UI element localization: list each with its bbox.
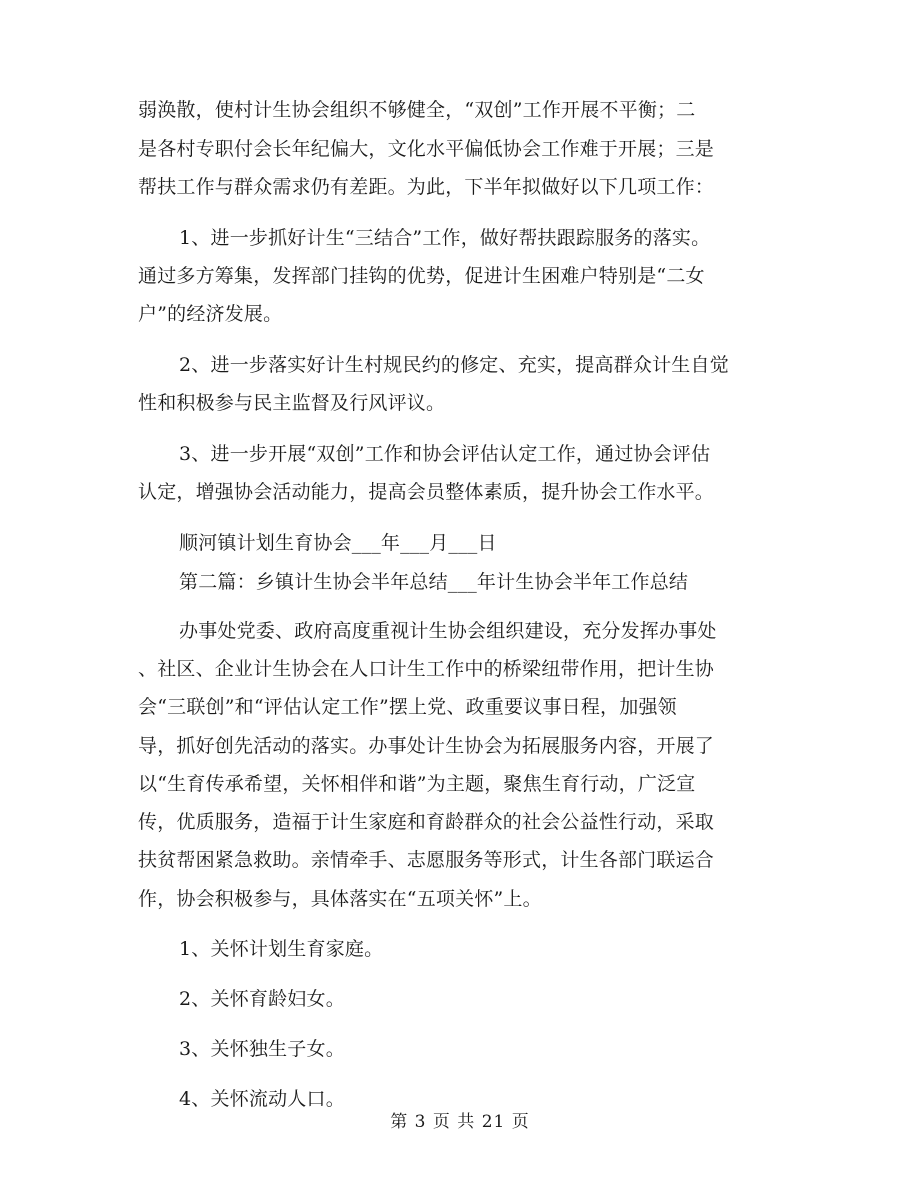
text-line: 弱涣散，使村计生协会组织不够健全，“双创”工作开展不平衡；二: [138, 99, 696, 121]
text-line: 3、关怀独生子女。: [179, 1038, 345, 1060]
text-line: 户”的经济发展。: [138, 303, 283, 325]
text-line: 扶贫帮困紧急救助。亲情牵手、志愿服务等形式，计生各部门联运合: [138, 849, 715, 871]
text-line: 帮扶工作与群众需求仍有差距。为此，下半年拟做好以下几项工作：: [138, 176, 715, 198]
text-line: 第二篇：乡镇计生协会半年总结___年计生协会半年工作总结: [179, 571, 689, 593]
text-line: 通过多方筹集，发挥部门挂钩的优势，促进计生困难户特别是“二女: [138, 265, 705, 287]
text-line: 以“生育传承希望，关怀相伴和谐”为主题，聚焦生育行动，广泛宣: [138, 773, 696, 795]
text-line: 顺河镇计划生育协会___年___月___日: [179, 532, 497, 554]
text-line: 2、关怀育龄妇女。: [179, 988, 345, 1010]
text-line: 办事处党委、政府高度重视计生协会组织建设，充分发挥办事处: [179, 620, 717, 642]
text-line: 2、进一步落实好计生村规民约的修定、充实，提高群众计生自觉: [179, 354, 729, 376]
page-footer: 第 3 页 共 21 页: [390, 1112, 530, 1132]
text-line: 认定，增强协会活动能力，提高会员整体素质，提升协会工作水平。: [138, 481, 715, 503]
text-line: 1、进一步抓好计生“三结合”工作，做好帮扶跟踪服务的落实。: [179, 227, 711, 249]
text-line: 1、关怀计划生育家庭。: [179, 938, 384, 960]
text-line: 会“三联创”和“评估认定工作”摆上党、政重要议事日程，加强领: [138, 696, 677, 718]
text-line: 性和积极参与民主监督及行风评议。: [138, 392, 446, 414]
text-line: 是各村专职付会长年纪偏大，文化水平偏低协会工作难于开展；三是: [138, 138, 715, 160]
text-line: 传，优质服务，造福于计生家庭和育龄群众的社会公益性行动，采取: [138, 811, 715, 833]
text-line: 3、进一步开展“双创”工作和协会评估认定工作，通过协会评估: [179, 443, 711, 465]
text-line: 4、关怀流动人口。: [179, 1088, 345, 1110]
text-line: 、社区、企业计生协会在人口计生工作中的桥梁纽带作用，把计生协: [138, 658, 715, 680]
text-line: 作，协会积极参与，具体落实在“五项关怀”上。: [138, 888, 542, 910]
text-line: 导，抓好创先活动的落实。办事处计生协会为拓展服务内容，开展了: [138, 735, 715, 757]
